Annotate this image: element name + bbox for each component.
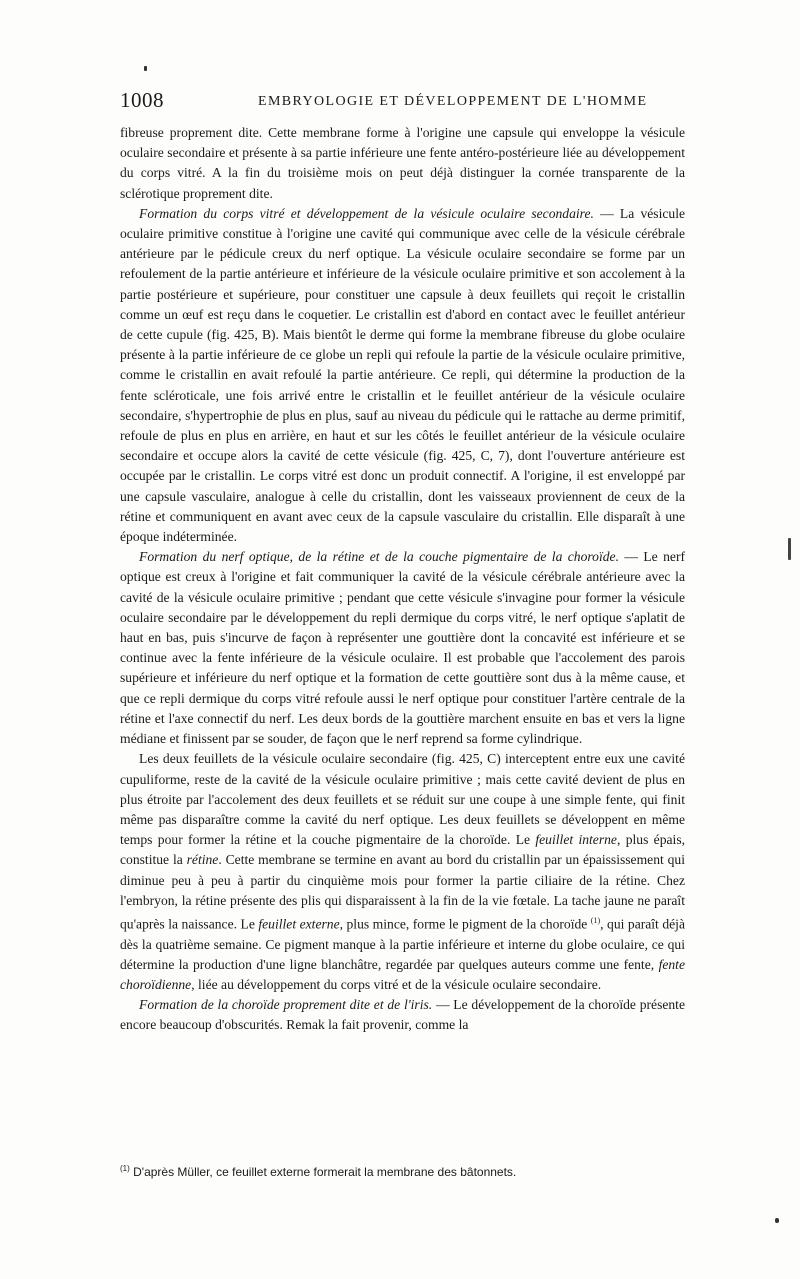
emphasis: rétine bbox=[186, 852, 219, 868]
footnote bbox=[120, 1161, 685, 1180]
section-title: Formation du corps vitré et développement de la vésicule oculaire secondaire. bbox=[139, 205, 594, 221]
paragraph-choroide bbox=[120, 995, 685, 1035]
paragraph-text: , plus épais, constitue la bbox=[120, 832, 686, 868]
paragraph-corps-vitre bbox=[120, 204, 685, 547]
emphasis: fente choroïdienne bbox=[120, 956, 685, 993]
paragraph-nerf-optique bbox=[120, 547, 685, 749]
emphasis: feuillet externe bbox=[258, 916, 340, 932]
running-title: EMBRYOLOGIE ET DÉVELOPPEMENT DE L'HOMME bbox=[258, 94, 648, 109]
body-text bbox=[120, 123, 685, 1036]
paragraph-text: , plus mince, forme le pigment de la choroïde bbox=[339, 916, 591, 932]
paragraph-text: — La vésicule oculaire primitive constitue à l'origine une cavité qui communique avec celle de la vésicule cérébrale antérieure par le pédicule creux du nerf optique. La vésicule oculaire secondaire se forme par un refoulement de la partie antérieure et inférieure de la vésicule oculaire primitive et son accolement à la partie postérieure et supérieure, pour constituer une capsule à deux feuillets qui reçoit le cristallin comme un œuf est reçu dans le coquetier. Le cristallin est d'abord en contact avec le feuillet antérieur de cette cupule (fig. 425, B). Mais bientôt le derme qui forme la membrane fibreuse du globe oculaire présente à la partie inférieure de ce globe un repli qui refoule la partie de la vésicule oculaire primitive, comme le cristallin en avait refoulé la partie antérieure. Ce repli, qui détermine la production de la fente scléroticale, une fois arrivé entre le cristallin et le feuillet antérieur de la vésicule oculaire secondaire, s'hypertrophie de plus en plus, sauf au niveau du pédicule qui le rattache au derme primitif, refoule de plus en plus en arrière, en haut et sur les côtés le feuillet antérieur de la vésicule oculaire secondaire et occupe alors la cavité de cette vésicule (fig. 425, C, 7), dont l'ouverture antérieure est occupée par le cristallin. Le corps vitré est donc un produit connectif. A l'origine, il est enveloppé par une capsule vasculaire, analogue à celle du cristallin, dont les vaisseaux proviennent de ceux de la rétine et communiquent en avant avec ceux de la capsule vasculaire du cristallin. Elle disparaît à une époque indéterminée. bbox=[120, 205, 685, 545]
print-speck bbox=[788, 538, 791, 560]
paragraph-feuillets bbox=[120, 749, 685, 995]
paragraph-text: fibreuse proprement dite. Cette membrane forme à l'origine une capsule qui enveloppe la vésicule oculaire secondaire et présente à sa partie inférieure une fente antéro-postérieure liée au développement du corps vitré. A la fin du troisième mois on peut déjà distinguer la cornée transparente de la sclérotique proprement dite. bbox=[120, 125, 685, 201]
print-speck bbox=[775, 1218, 779, 1223]
page-header bbox=[120, 88, 680, 118]
section-title: Formation du nerf optique, de la rétine et de la couche pigmentaire de la choroïde. bbox=[139, 549, 619, 565]
print-speck bbox=[144, 66, 147, 71]
page-number: 1008 bbox=[120, 88, 164, 112]
paragraph-text: , liée au développement du corps vitré et de la vésicule oculaire secondaire. bbox=[191, 977, 602, 993]
footnote-reference[interactable]: (1) bbox=[590, 915, 601, 925]
emphasis: feuillet interne bbox=[535, 832, 617, 848]
footnote-mark: (1) bbox=[120, 1164, 130, 1173]
paragraph-text: — Le nerf optique est creux à l'origine et fait communiquer la cavité de la vésicule cérébrale antérieure avec la cavité de la vésicule oculaire primitive ; pendant que cette vésicule s'invagine pour former la vésicule oculaire secondaire par le développement du repli dermique du corps vitré, le nerf optique s'aplatit de haut en bas, puis s'incurve de façon à représenter une gouttière dont la concavité est inférieure et se continue avec la fente inférieure de la vésicule oculaire. Il est probable que l'accolement des parois supérieure et inférieure du nerf optique et la formation de cette gouttière sont dus à la même cause, et que ce repli dermique du corps vitré refoule aussi le nerf optique pour constituer l'artère centrale de la rétine et l'axe connectif du nerf. Les deux bords de la gouttière marchent ensuite en bas et vers la ligne médiane et finissent par se souder, de façon que le nerf reprend sa forme cylindrique. bbox=[120, 549, 685, 747]
paragraph-text: — Le développement de la choroïde présente encore beaucoup d'obscurités. Remak la fait provenir, comme la bbox=[120, 997, 685, 1033]
footnote-text: D'après Müller, ce feuillet externe formerait la membrane des bâtonnets. bbox=[129, 1165, 517, 1179]
section-title: Formation de la choroïde proprement dite et de l'iris. bbox=[139, 997, 433, 1013]
paragraph-text: . Cette membrane se termine en avant au bord du cristallin par un épaississement qui diminue peu à peu à partir du cinquième mois pour former la partie ciliaire de la rétine. Chez l'embryon, la rétine présente des plis qui disparaissent à la fin de la vie fœtale. La tache jaune ne paraît qu'après la naissance. Le bbox=[120, 852, 686, 932]
paragraph-text: Les deux feuillets de la vésicule oculaire secondaire (fig. 425, C) interceptent entre eux une cavité cupuliforme, reste de la cavité de la vésicule oculaire primitive ; mais cette cavité devient de plus en plus étroite par l'accolement des deux feuillets et se réduit sur une coupe à une simple fente, qui finit même pas disparaître comme la cavité du nerf optique. Les deux feuillets se développent en même temps pour former la rétine et la couche pigmentaire de la choroïde. Le bbox=[120, 751, 685, 848]
paragraph-intro bbox=[120, 123, 685, 204]
paragraph-text: , qui paraît déjà dès la quatrième semaine. Ce pigment manque à la partie inférieure et interne du globe oculaire, ce qui détermine la production d'une ligne blanchâtre, regardée par quelques auteurs comme une fente, bbox=[120, 916, 685, 972]
